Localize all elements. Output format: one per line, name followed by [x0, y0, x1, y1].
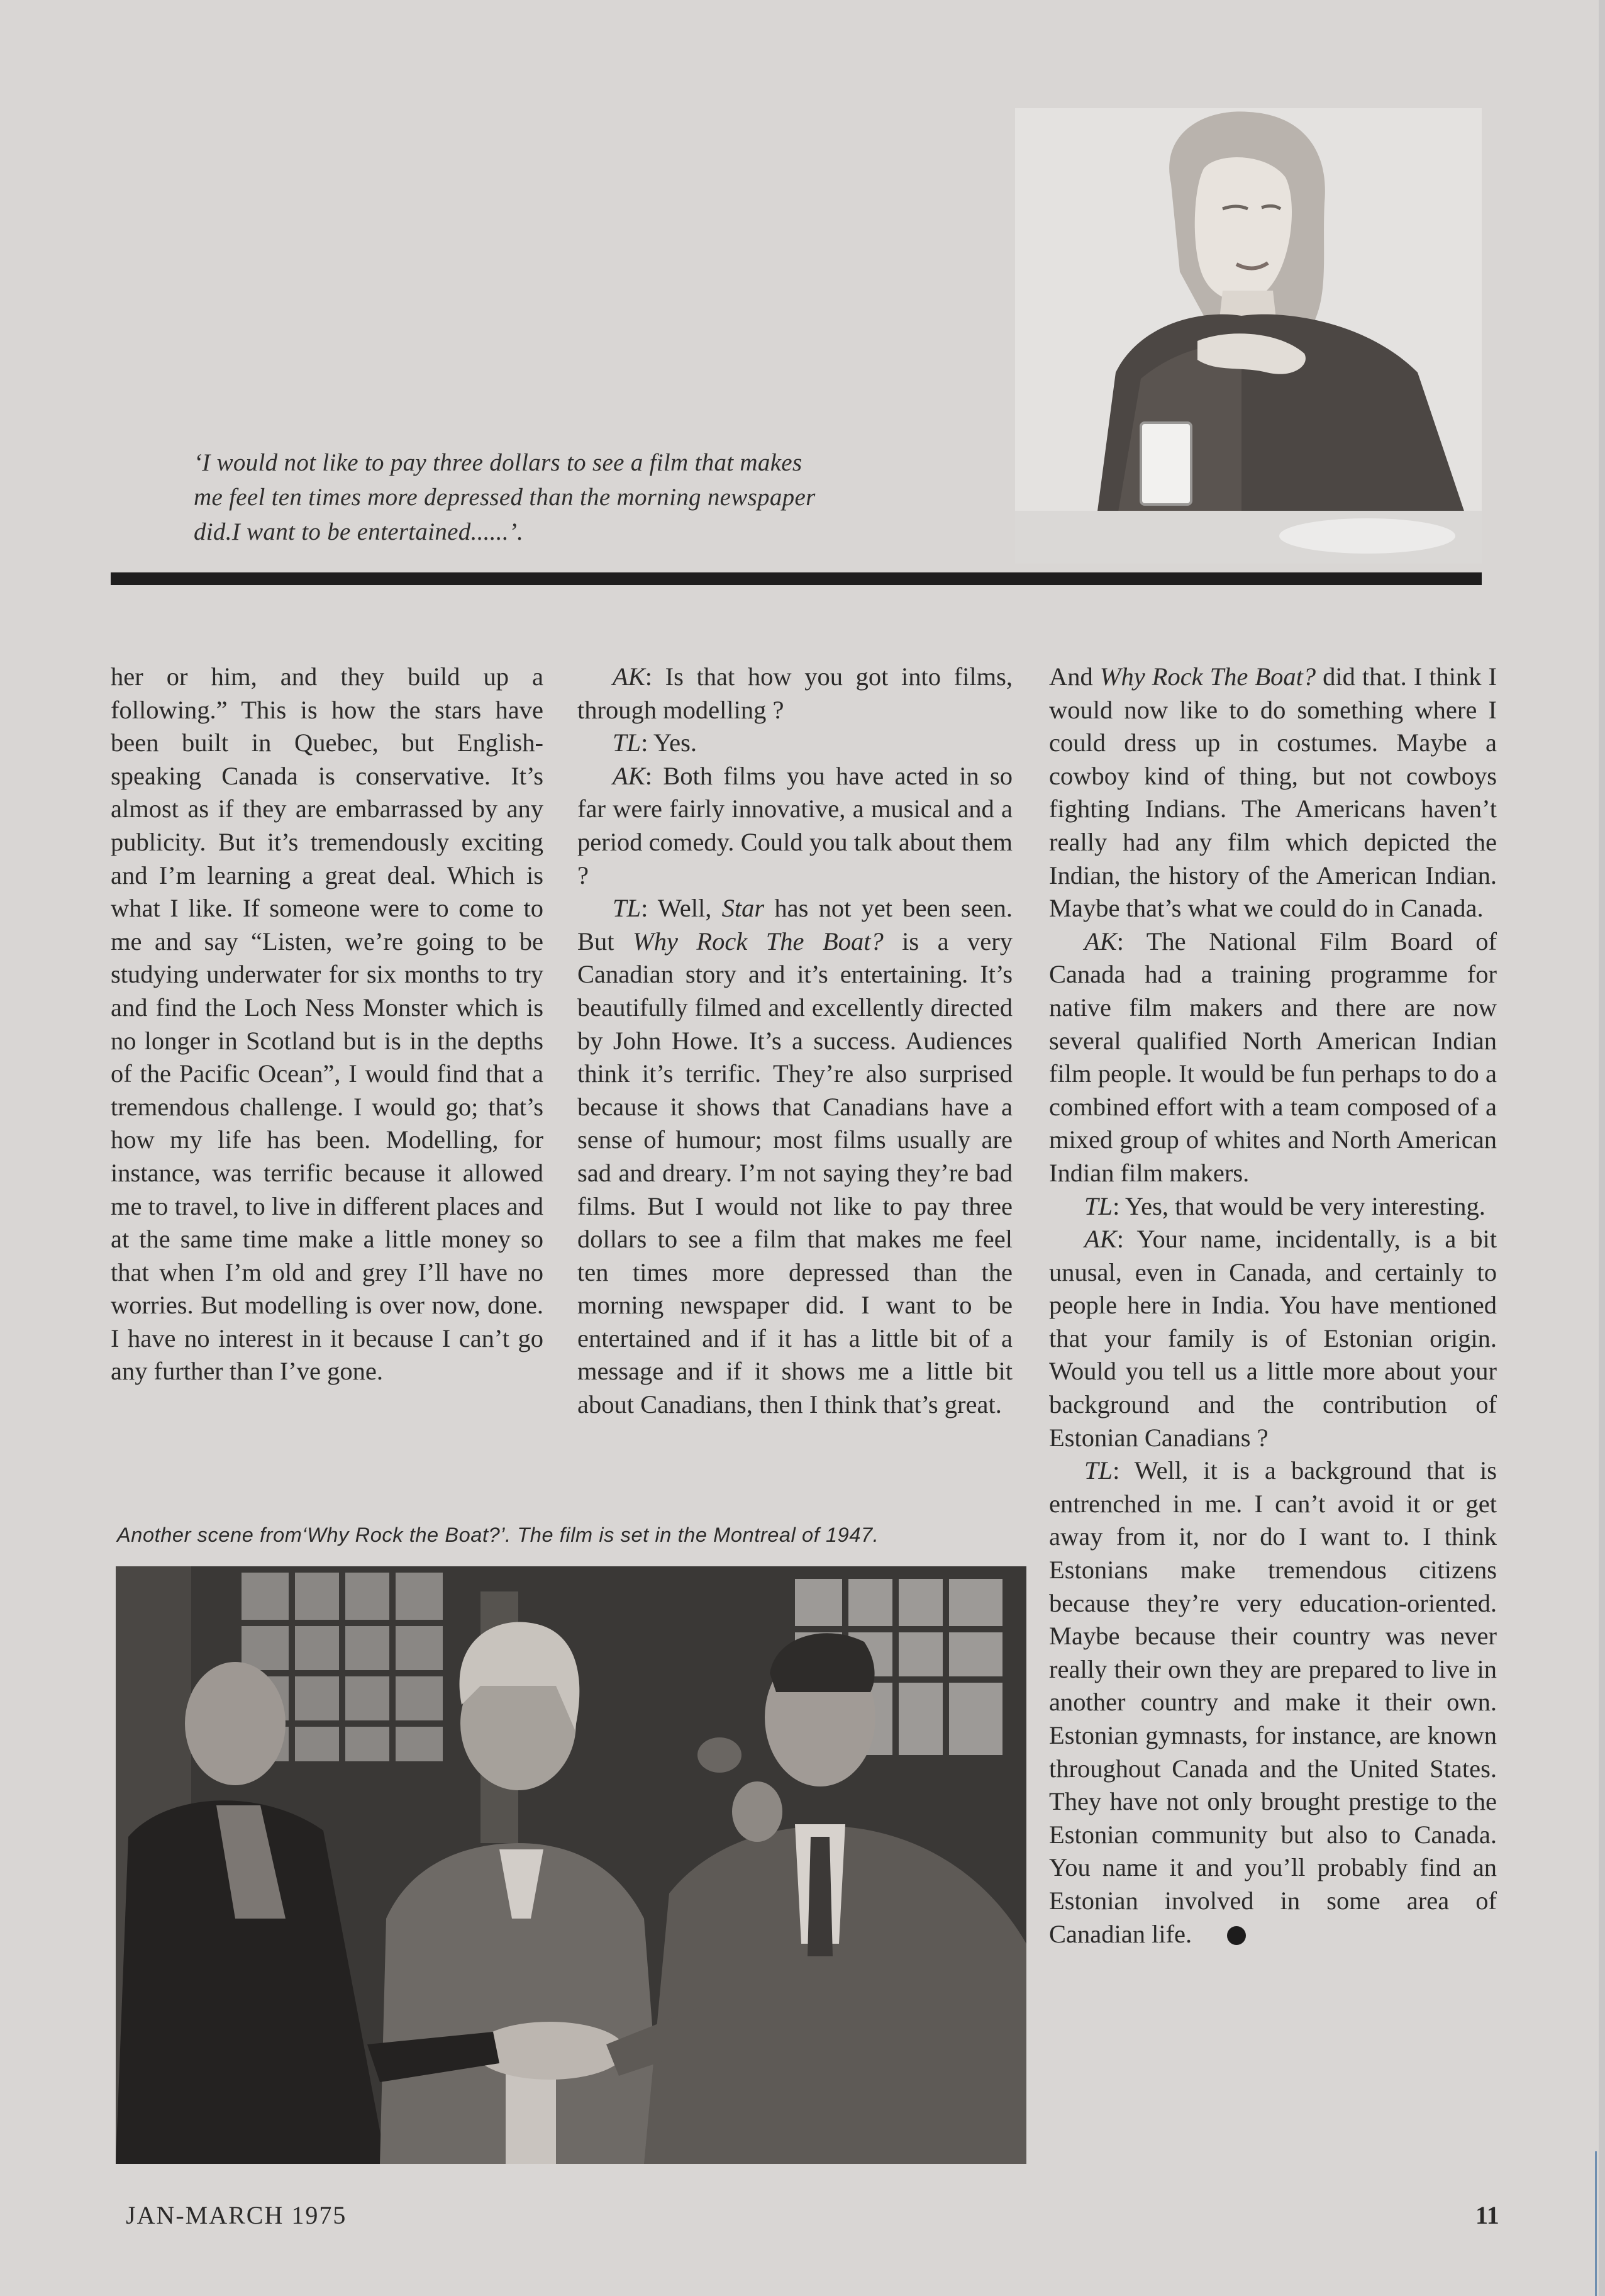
film-title: Star	[721, 894, 765, 923]
paragraph	[577, 660, 1013, 727]
speaker-label: AK	[613, 662, 645, 691]
film-title: Why Rock The Boat?	[1099, 662, 1316, 691]
issue-date: JAN-MARCH 1975	[126, 2201, 347, 2229]
speaker-label: TL	[613, 728, 641, 757]
film-title: Why Rock The Boat?	[632, 927, 884, 956]
speaker-label: TL	[1084, 1456, 1113, 1485]
page-edge	[1599, 0, 1605, 2296]
paragraph-text: And	[1049, 662, 1100, 691]
paragraph	[1049, 1454, 1497, 1951]
paragraph	[577, 892, 1013, 1422]
paragraph	[1049, 1190, 1497, 1223]
paragraph-text: : Both films you have acted in so far were fairly innovative, a musical and a period comedy. Could you talk about them ?	[577, 761, 1013, 889]
portrait-photo	[1015, 108, 1482, 564]
pull-quote-line: did.I want to be entertained......’.	[194, 518, 524, 545]
article-column-2	[577, 660, 1013, 1422]
section-divider	[111, 572, 1482, 585]
pull-quote-line: ‘I would not like to pay three dollars to see a film that makes	[194, 449, 802, 476]
paragraph-text: has not yet been seen. But	[577, 894, 1013, 956]
article-column-3	[1049, 660, 1497, 1951]
page-number: 11	[1475, 2201, 1499, 2229]
paragraph-text: : Well,	[641, 894, 722, 923]
pull-quote-line: me feel ten times more depressed than the morning newspaper	[194, 484, 816, 511]
paragraph	[577, 727, 1013, 760]
paragraph-text: : Yes, that would be very interesting.	[1113, 1191, 1486, 1220]
speaker-label: AK	[613, 761, 645, 790]
paragraph-text: : Is that how you got into films, through modelling ?	[577, 662, 1013, 724]
paragraph	[577, 760, 1013, 892]
paragraph-text: : Yes.	[641, 728, 697, 757]
speaker-label: TL	[613, 894, 641, 923]
paragraph-text: : Your name, incidentally, is a bit unusal, even in Canada, and certainly to people here in India. You have mentioned that your family is of Estonian origin. Would you tell us a little more about your background and the contribution of Estonian Canadians ?	[1049, 1225, 1497, 1452]
paragraph-text: : The National Film Board of Canada had a training programme for native film makers and there are now several qualified North American Indian film people. It would be fun perhaps to do a combined effort with a team composed of a mixed group of whites and North American Indian film makers.	[1049, 927, 1497, 1187]
paragraph	[1049, 1223, 1497, 1454]
speaker-label: TL	[1084, 1191, 1113, 1220]
speaker-label: AK	[1084, 927, 1117, 956]
speaker-label: AK	[1084, 1225, 1117, 1254]
paragraph-text: : Well, it is a background that is entrenched in me. I can’t avoid it or get away from it, nor do I want to. I think Estonians make tremendous citizens because they’re very education-oriented. Maybe because their country was never really their own they are prepared to live in another country and make it their own. Estonian gymnasts, for instance, are known throughout Canada and the United States. They have not only brought prestige to the Estonian community but also to Canada. You name it and you’ll probably find an Estonian involved in some area of Canadian life.	[1049, 1456, 1497, 1948]
end-of-article-bullet-icon	[1227, 1926, 1246, 1945]
paragraph-text: did that. I think I would now like to do something where I could dress up in costumes. Maybe a cowboy kind of thing, but not cowboys fighting Indians. The Americans haven’t really had any film which depicted the Indian, the history of the American Indian. Maybe that’s what we could do in Canada.	[1049, 662, 1497, 923]
film-still-photo	[116, 1566, 1026, 2164]
paragraph	[1049, 660, 1497, 925]
pull-quote	[194, 445, 948, 549]
paragraph	[1049, 925, 1497, 1190]
paragraph: her or him, and they build up a following.” This is how the stars have been built in Quebec, but English-speaking Canada is conservative. It’s almost as if they are embarrassed by any publicity. But it’s tremendously exciting and I’m learning a great deal. Which is what I like. If someone were to come to me and say “Listen, we’re going to be studying underwater for six months to try and find the Loch Ness Monster which is no longer in Scotland but is in the depths of the Pacific Ocean”, I would find that a tremendous challenge. I would go; that’s how my life has been. Modelling, for instance, was terrific because it allowed me to travel, to live in different places and at the same time make a little money so that when I’m old and grey I’ll have no worries. But modelling is over now, done. I have no interest in it because I can’t go any further than I’ve gone.	[111, 662, 543, 1386]
article-column-1	[111, 660, 543, 1388]
page-edge-line	[1595, 2151, 1597, 2296]
paragraph-text: is a very Canadian story and it’s entertaining. It’s beautifully filmed and excellently directed by John Howe. It’s a success. Audiences think it’s terrific. They’re also surprised because it shows that Canadians have a sense of humour; most films usually are sad and dreary. I’m not saying they’re bad films. But I would not like to pay three dollars to see a film that makes me feel ten times more depressed than the morning newspaper did. I want to be entertained and if it has a little bit of a message and if it shows me a little bit about Canadians, then I think that’s great.	[577, 927, 1013, 1419]
photo-caption: Another scene from‘Why Rock the Boat?’. The film is set in the Montreal of 1947.	[117, 1524, 879, 1546]
